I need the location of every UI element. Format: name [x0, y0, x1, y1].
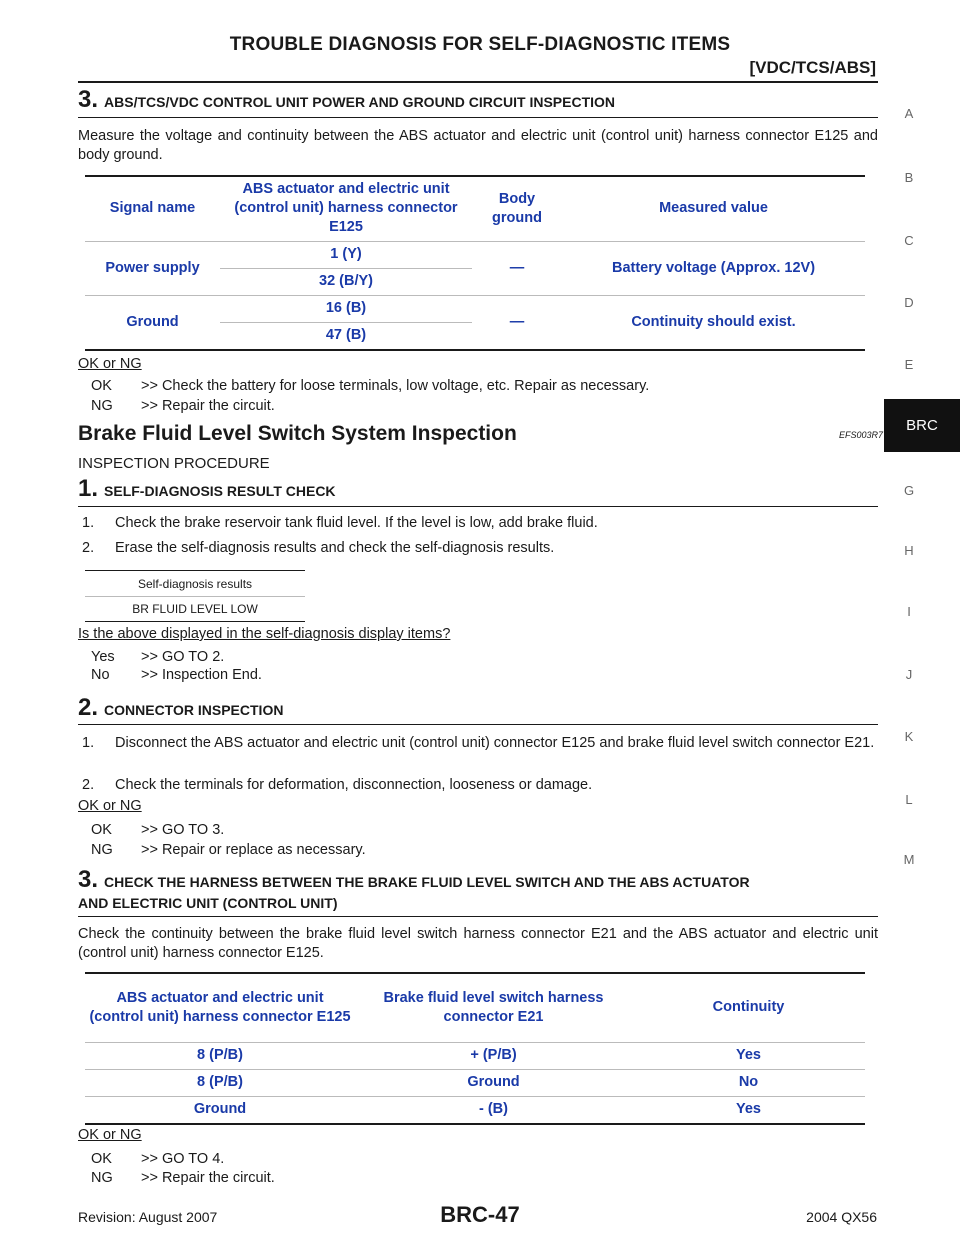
- side-index-l[interactable]: L: [905, 792, 913, 807]
- list-number: 2.: [82, 540, 95, 556]
- result-key: OK: [91, 1151, 112, 1167]
- step-instruction: Measure the voltage and continuity between the ABS actuator and electric unit (control unit) harness connector E125 and body ground.: [78, 128, 878, 163]
- step-number: 1.: [78, 475, 99, 502]
- table-cell: Continuity should exist.: [631, 313, 796, 330]
- table-header: ABS actuator and electric unit (control unit) harness connector E125: [234, 181, 458, 236]
- table-cell: + (P/B): [470, 1047, 517, 1063]
- table-header: Brake fluid level switch harness connector E21: [383, 989, 604, 1025]
- result-key: Yes: [91, 649, 115, 665]
- result-key: NG: [91, 1170, 113, 1186]
- result-key: OK: [91, 378, 112, 394]
- footer-model: 2004 QX56: [806, 1209, 877, 1225]
- table-cell: 1 (Y): [220, 241, 472, 268]
- side-index-a[interactable]: A: [904, 106, 914, 121]
- header-rule: [78, 81, 878, 83]
- list-text: Check the terminals for deformation, disconnection, looseness or damage.: [115, 777, 593, 793]
- result-key: OK: [91, 822, 112, 838]
- step-rule: [78, 506, 878, 507]
- table-header: Continuity: [712, 999, 785, 1016]
- table-cell: Ground: [126, 313, 179, 330]
- footer-page-number: BRC-47: [440, 1202, 520, 1227]
- result-text: >> Check the battery for loose terminals, low voltage, etc. Repair as necessary.: [141, 378, 650, 394]
- sd-table-top-rule: [85, 570, 305, 571]
- table-header: ABS actuator and electric unit (control unit) harness connector E125: [89, 989, 351, 1025]
- result-text: >> Repair the circuit.: [141, 1170, 275, 1186]
- step-heading: [78, 475, 336, 503]
- step-rule: [78, 724, 878, 725]
- result-list: [0, 648, 900, 688]
- ok-or-ng-label: OK or NG: [78, 1127, 142, 1143]
- list-number: 1.: [82, 735, 95, 751]
- list-number: 1.: [82, 515, 95, 531]
- result-text: >> Inspection End.: [141, 667, 262, 683]
- step-title: CHECK THE HARNESS BETWEEN THE BRAKE FLUID LEVEL SWITCH AND THE ABS ACTUATOR: [104, 874, 750, 890]
- result-key: No: [91, 667, 110, 683]
- side-index-g[interactable]: G: [903, 483, 915, 498]
- table-cell: Ground: [467, 1074, 520, 1090]
- result-text: >> GO TO 3.: [141, 822, 225, 838]
- result-list: [0, 821, 900, 861]
- table-cell: No: [738, 1074, 759, 1090]
- table-cell: 8 (P/B): [197, 1047, 243, 1063]
- table-header: Measured value: [659, 200, 768, 217]
- step-heading: [78, 866, 750, 894]
- step-title: CONNECTOR INSPECTION: [104, 702, 284, 718]
- result-text: >> Repair the circuit.: [141, 398, 275, 414]
- section-title: Brake Fluid Level Switch System Inspection: [78, 422, 517, 445]
- list-text: Check the brake reservoir tank fluid level. If the level is low, add brake fluid.: [115, 515, 598, 531]
- voltage-table: [85, 175, 865, 351]
- side-index-c[interactable]: C: [904, 233, 914, 248]
- table-cell: Ground: [193, 1101, 247, 1118]
- list-text: Erase the self-diagnosis results and check the self-diagnosis results.: [115, 540, 555, 556]
- step-rule: [78, 117, 878, 118]
- side-index-j[interactable]: J: [905, 667, 913, 682]
- step-title-continued: AND ELECTRIC UNIT (CONTROL UNIT): [78, 895, 338, 911]
- table-header: Signal name: [109, 200, 196, 217]
- list-item: [78, 776, 878, 796]
- side-index-b[interactable]: B: [904, 170, 914, 185]
- step-rule: [78, 916, 878, 917]
- table-cell: 16 (B): [220, 295, 472, 322]
- result-key: NG: [91, 398, 113, 414]
- step-number: 3.: [78, 866, 99, 893]
- result-text: >> GO TO 2.: [141, 649, 225, 665]
- table-cell: 47 (B): [325, 327, 367, 344]
- side-index-h[interactable]: H: [904, 543, 914, 558]
- result-key: NG: [91, 842, 113, 858]
- ok-or-ng-label: OK or NG: [78, 798, 142, 814]
- sd-table-value: BR FLUID LEVEL LOW: [132, 602, 258, 616]
- step-number: 3.: [78, 86, 99, 113]
- result-text: >> GO TO 4.: [141, 1151, 225, 1167]
- table-cell: Yes: [736, 1047, 761, 1063]
- side-index-d[interactable]: D: [904, 295, 914, 310]
- step-instruction: Check the continuity between the brake fluid level switch harness connector E21 and the ABS actuator and electric unit (control unit) harness connector E125.: [78, 926, 878, 961]
- result-list: [0, 377, 900, 417]
- list-item: [78, 539, 878, 559]
- side-index-m[interactable]: M: [903, 852, 915, 867]
- step-heading: [78, 694, 283, 722]
- list-item: [78, 734, 878, 774]
- step-title: SELF-DIAGNOSIS RESULT CHECK: [104, 483, 336, 499]
- step-title: ABS/TCS/VDC CONTROL UNIT POWER AND GROUND CIRCUIT INSPECTION: [104, 94, 616, 110]
- table-cell: Power supply: [105, 259, 200, 276]
- table-cell: 8 (P/B): [197, 1074, 243, 1090]
- sd-table-header: Self-diagnosis results: [137, 577, 253, 591]
- side-index-k[interactable]: K: [904, 729, 914, 744]
- step-heading: [78, 86, 615, 114]
- table-cell: Battery voltage (Approx. 12V): [611, 259, 816, 276]
- section-code: EFS003R7: [839, 430, 884, 440]
- ok-or-ng-label: OK or NG: [78, 356, 142, 372]
- sd-table-divider: [85, 596, 305, 597]
- table-header: Body ground: [492, 190, 542, 226]
- procedure-label: INSPECTION PROCEDURE: [78, 455, 270, 472]
- result-list: [0, 1150, 900, 1190]
- page-subtitle: [VDC/TCS/ABS]: [749, 58, 876, 77]
- list-text: Disconnect the ABS actuator and electric unit (control unit) connector E125 and brake fluid level switch connector E21.: [115, 735, 875, 751]
- list-number: 2.: [82, 777, 95, 793]
- table-cell: 32 (B/Y): [319, 273, 373, 289]
- continuity-table: [85, 972, 865, 1125]
- question-label: Is the above displayed in the self-diagnosis display items?: [78, 626, 451, 642]
- list-item: [78, 514, 878, 534]
- page-title: TROUBLE DIAGNOSIS FOR SELF-DIAGNOSTIC ITEMS: [229, 34, 731, 55]
- table-cell: —: [509, 259, 525, 276]
- table-cell: Yes: [736, 1101, 761, 1118]
- step-number: 2.: [78, 694, 99, 721]
- side-index-brc-active[interactable]: BRC: [884, 399, 960, 452]
- table-cell: —: [509, 313, 525, 330]
- footer-revision: Revision: August 2007: [78, 1209, 218, 1225]
- side-index-e[interactable]: E: [904, 357, 914, 372]
- result-text: >> Repair or replace as necessary.: [141, 842, 366, 858]
- sd-table-bottom-rule: [85, 621, 305, 622]
- table-cell: - (B): [479, 1101, 508, 1118]
- side-index-i[interactable]: I: [907, 604, 911, 619]
